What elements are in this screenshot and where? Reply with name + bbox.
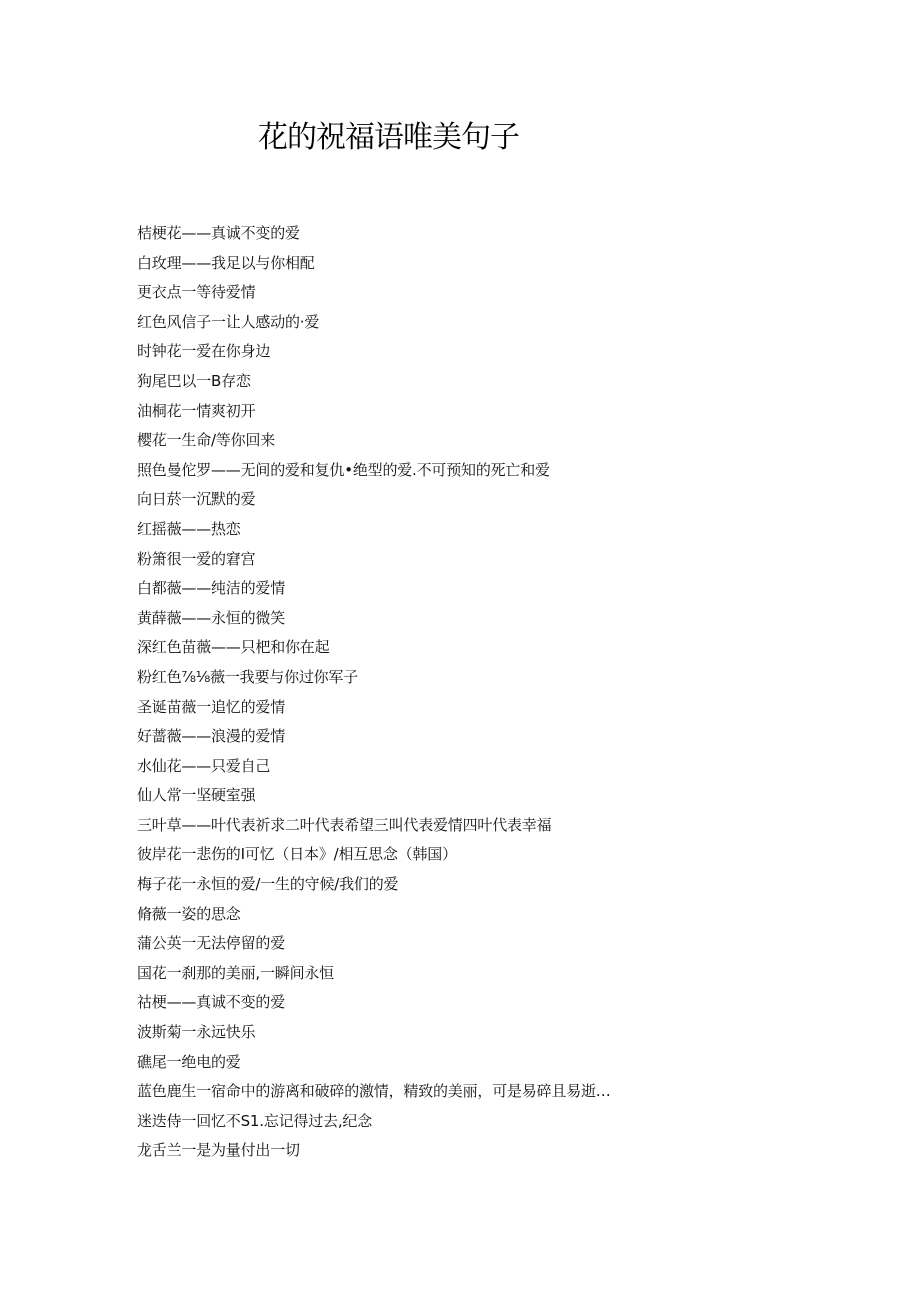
list-item: 脩薇一姿的思念 xyxy=(137,904,241,923)
list-item: 樱花一生命/等你回来 xyxy=(137,431,276,450)
list-item: 圣诞苗薇一追忆的爱情 xyxy=(137,697,286,716)
list-item: 龙舌兰一是为量付出一切 xyxy=(137,1141,300,1160)
list-item: 仙人常一坚硬室强 xyxy=(137,786,256,805)
list-item: 狗尾巴以一B存恋 xyxy=(137,371,251,390)
list-item: 三叶草——叶代表祈求二叶代表希望三叫代表爱情四叶代表幸福 xyxy=(137,815,552,834)
flower-meaning-list xyxy=(137,219,857,1166)
list-item: 照色曼佗罗——无间的爱和复仇•绝型的爱.不可预知的死亡和爱 xyxy=(137,460,550,479)
page-title: 花的祝福语唯美句子 xyxy=(258,120,519,155)
list-item: 蓝色鹿生一宿命中的游离和破碎的激情，精致的美丽，可是易碎且易逝… xyxy=(137,1082,611,1101)
list-item: 礁尾一绝电的爱 xyxy=(137,1052,241,1071)
list-item: 迷迭侍一回忆不S1.忘记得过去,纪念 xyxy=(137,1111,373,1130)
list-item: 黄薛薇——永恒的微笑 xyxy=(137,608,286,627)
list-item: 蒲公英一无法停留的爱 xyxy=(137,934,286,953)
list-item: 好蔷薇——浪漫的爱情 xyxy=(137,727,286,746)
list-item: 水仙花——只爱自己 xyxy=(137,756,271,775)
list-item: 波斯菊一永远快乐 xyxy=(137,1023,256,1042)
list-item: 向日菸一沉默的爱 xyxy=(137,490,256,509)
list-item: 深红色苗薇——只杷和你在起 xyxy=(137,638,330,657)
list-item: 粉箫很一爱的窘宫 xyxy=(137,549,256,568)
list-item: 粉红色⅞⅛薇一我要与你过你军子 xyxy=(137,667,359,686)
list-item: 梅子花一永恒的爱/一生的守候/我们的爱 xyxy=(137,875,399,894)
list-item: 红色风信子一让人感动的·爱 xyxy=(137,312,320,331)
list-item: 更衣点一等待爱情 xyxy=(137,283,256,302)
list-item: 油桐花一情爽初开 xyxy=(137,401,256,420)
list-item: 时钟花一爱在你身边 xyxy=(137,342,271,361)
list-item: 祜梗——真诚不变的爱 xyxy=(137,993,286,1012)
list-item: 彼岸花一悲伤的I可忆（日本》/相互思念（韩国） xyxy=(137,845,457,864)
list-item: 桔梗花——真诚不变的爱 xyxy=(137,224,300,242)
list-item: 白玫理——我足以与你相配 xyxy=(137,253,315,272)
list-item: 红摇薇——热恋 xyxy=(137,519,241,538)
list-item: 国花一刹那的美丽,一瞬间永恒 xyxy=(137,963,334,982)
list-item: 白都薇——纯洁的爱情 xyxy=(137,579,286,598)
